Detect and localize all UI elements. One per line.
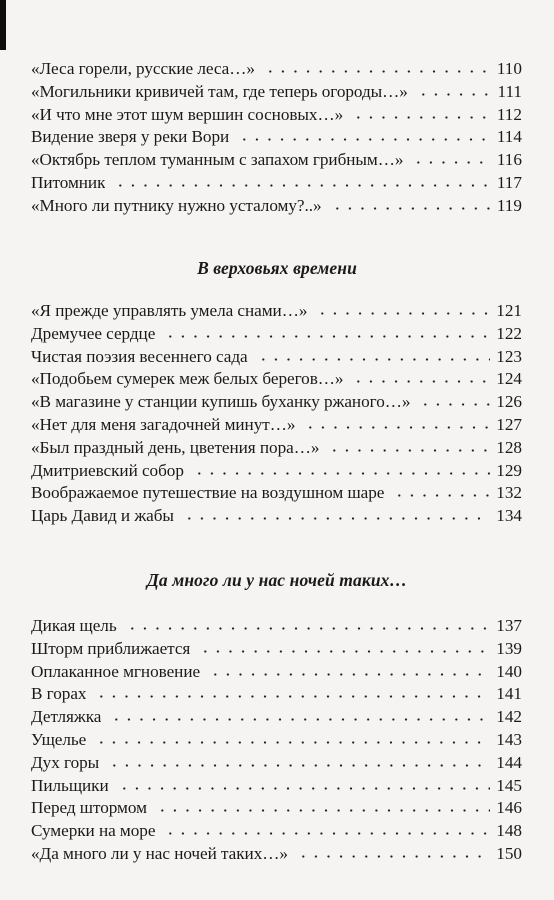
- toc-entry: [31, 843, 522, 866]
- toc-entry-title: «Нет для меня загадочней минут…»: [31, 414, 296, 434]
- toc-entry-title: Ущелье: [31, 729, 87, 749]
- toc-list: [31, 300, 522, 528]
- dot-leader: [328, 206, 490, 211]
- dot-leader: [111, 183, 490, 188]
- toc-entry: [31, 81, 522, 104]
- dot-leader: [107, 717, 490, 722]
- dot-leader: [206, 672, 490, 677]
- toc-entry-page: 146: [496, 798, 522, 818]
- toc-entry-title: «Да много ли у нас ночей таких…»: [31, 843, 288, 863]
- toc-entry-page: 143: [496, 729, 522, 749]
- dot-leader: [161, 334, 490, 339]
- toc-entry: [31, 437, 522, 460]
- toc-entry: [31, 346, 522, 369]
- toc-entry-page: 112: [496, 104, 522, 124]
- page-edge-mark: [0, 0, 6, 50]
- toc-entry-page: 110: [496, 59, 522, 78]
- toc-entry-page: 114: [496, 127, 522, 147]
- toc-entry-title: «Могильники кривичей там, где теперь огороды…»: [31, 81, 408, 101]
- toc-entry: [31, 775, 522, 798]
- toc-entry-title: Перед штормом: [31, 798, 147, 818]
- toc-entry-title: Оплаканное мгновение: [31, 661, 201, 681]
- toc-entry: [31, 126, 522, 149]
- toc-entry: [31, 323, 522, 346]
- dot-leader: [390, 493, 490, 498]
- toc-entry-title: «Много ли путнику нужно усталому?..»: [31, 195, 322, 215]
- toc-entry: [31, 172, 522, 195]
- toc-entry: [31, 460, 522, 483]
- toc-entry-title: «Я прежде управлять умела снами…»: [31, 301, 308, 320]
- dot-leader: [325, 448, 490, 453]
- dot-leader: [190, 471, 490, 476]
- toc-entry: [31, 149, 522, 172]
- dot-leader: [416, 402, 490, 407]
- toc-list: [31, 58, 522, 218]
- toc-entry-page: 128: [496, 437, 522, 457]
- toc-section: [31, 615, 522, 866]
- dot-leader: [161, 831, 490, 836]
- toc-entry-page: 137: [496, 616, 522, 635]
- toc-entry: [31, 58, 522, 81]
- dot-leader: [313, 311, 490, 316]
- toc-entry-page: 122: [496, 323, 522, 343]
- toc-entry-title: «Октябрь теплом туманным с запахом грибным…»: [31, 150, 404, 170]
- toc-entry-page: 142: [496, 707, 522, 727]
- toc-entry-page: 141: [496, 684, 522, 704]
- toc-entry: [31, 482, 522, 505]
- section-heading: В верховьях времени: [197, 258, 357, 278]
- toc-entry: [31, 104, 522, 127]
- toc-entry: [31, 505, 522, 528]
- dot-leader: [115, 786, 490, 791]
- dot-leader: [92, 694, 490, 699]
- dot-leader: [261, 69, 490, 74]
- toc-entry-title: Дремучее сердце: [31, 323, 156, 343]
- toc-entry: [31, 638, 522, 661]
- toc-entry-page: 148: [496, 821, 522, 841]
- toc-entry-page: 119: [496, 195, 522, 215]
- toc-entry-page: 121: [496, 301, 522, 320]
- toc-entry-page: 117: [496, 172, 522, 192]
- dot-leader: [294, 854, 490, 859]
- toc-entry: [31, 368, 522, 391]
- dot-leader: [235, 137, 490, 142]
- toc-entry: [31, 820, 522, 843]
- dot-leader: [349, 115, 490, 120]
- toc-entry-page: 139: [496, 638, 522, 658]
- dot-leader: [196, 649, 490, 654]
- dot-leader: [123, 626, 490, 631]
- toc-section: [31, 300, 522, 528]
- dot-leader: [92, 740, 490, 745]
- dot-leader: [254, 357, 490, 362]
- toc-entry-title: Чистая поэзия весеннего сада: [31, 346, 248, 366]
- toc-entry: [31, 706, 522, 729]
- toc-section-continued: [31, 58, 522, 218]
- toc-entry-page: 111: [497, 81, 522, 101]
- toc-entry: [31, 683, 522, 706]
- toc-entry-title: «Леса горели, русские леса…»: [31, 59, 255, 78]
- toc-entry-page: 150: [496, 843, 522, 863]
- toc-entry-title: Пильщики: [31, 775, 109, 795]
- section-heading: Да много ли у нас ночей таких…: [146, 570, 408, 590]
- toc-entry-title: Воображаемое путешествие на воздушном шаре: [31, 483, 385, 503]
- dot-leader: [301, 425, 490, 430]
- toc-entry-page: 134: [496, 506, 522, 526]
- toc-entry: [31, 414, 522, 437]
- toc-entry-title: Детляжка: [31, 707, 102, 727]
- toc-entry-page: 127: [496, 414, 522, 434]
- toc-entry-title: Питомник: [31, 172, 106, 192]
- toc-entry-page: 126: [496, 392, 522, 412]
- toc-entry-title: Царь Давид и жабы: [31, 506, 174, 526]
- dot-leader: [349, 379, 490, 384]
- toc-entry-title: «В магазине у станции купишь буханку ржаного…»: [31, 392, 411, 412]
- toc-entry-page: 123: [496, 346, 522, 366]
- toc-entry-title: Шторм приближается: [31, 638, 191, 658]
- toc-entry-page: 124: [496, 369, 522, 389]
- toc-entry-title: «Подобьем сумерек меж белых берегов…»: [31, 369, 344, 389]
- toc-entry: [31, 729, 522, 752]
- toc-entry-title: Сумерки на море: [31, 821, 156, 841]
- toc-entry-page: 145: [496, 775, 522, 795]
- toc-entry: [31, 797, 522, 820]
- toc-entry-page: 129: [496, 460, 522, 480]
- toc-entry-page: 140: [496, 661, 522, 681]
- dot-leader: [409, 160, 490, 165]
- dot-leader: [180, 516, 490, 521]
- dot-leader: [414, 92, 490, 97]
- dot-leader: [105, 763, 490, 768]
- toc-entry-title: «Был праздный день, цветения пора…»: [31, 437, 320, 457]
- toc-entry-page: 116: [496, 150, 522, 170]
- toc-entry-title: В горах: [31, 684, 87, 704]
- toc-entry-title: «И что мне этот шум вершин сосновых…»: [31, 104, 344, 124]
- dot-leader: [153, 808, 490, 813]
- toc-entry: [31, 195, 522, 218]
- toc-entry: [31, 391, 522, 414]
- toc-entry-title: Дикая щель: [31, 616, 117, 635]
- toc-entry-page: 144: [496, 752, 522, 772]
- toc-entry: [31, 615, 522, 638]
- toc-entry: [31, 661, 522, 684]
- toc-entry-page: 132: [496, 483, 522, 503]
- toc-list: [31, 615, 522, 866]
- toc-entry: [31, 752, 522, 775]
- toc-entry-title: Дух горы: [31, 752, 100, 772]
- toc-entry-title: Видение зверя у реки Вори: [31, 127, 230, 147]
- toc-entry-title: Дмитриевский собор: [31, 460, 184, 480]
- toc-entry: [31, 300, 522, 323]
